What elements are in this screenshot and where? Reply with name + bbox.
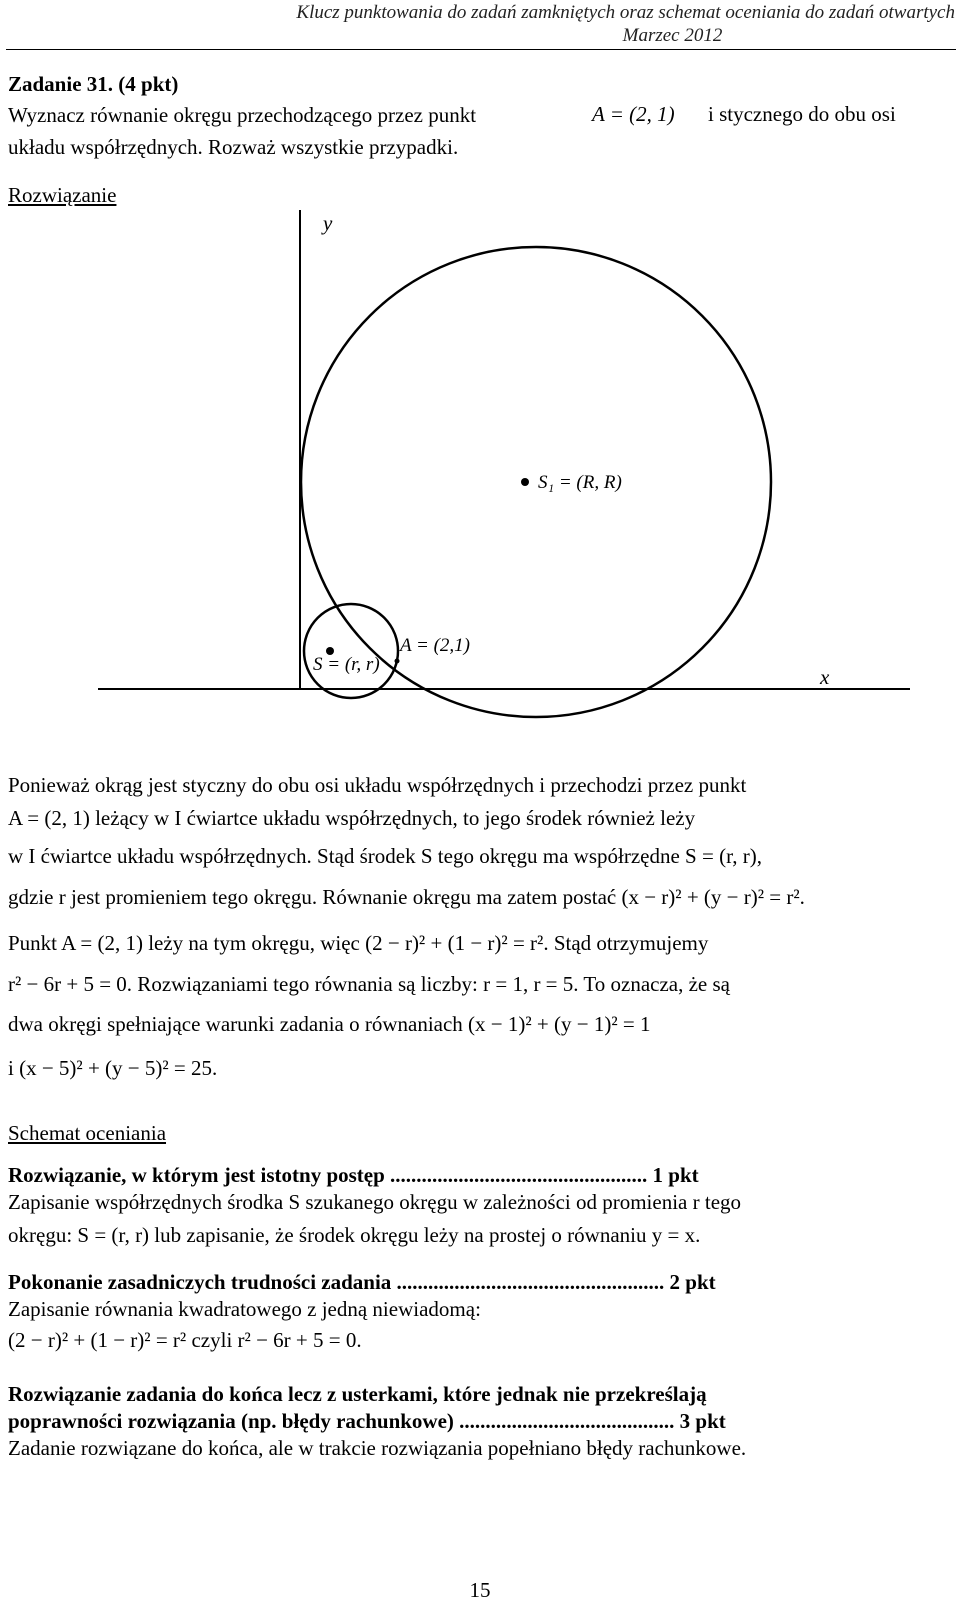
circles-figure (0, 200, 960, 720)
scheme-level2-line2: (2 − r)² + (1 − r)² = r² czyli r² − 6r + 5 = 0. (8, 1328, 362, 1352)
scheme-level1-line2: okręgu: S = (r, r) lub zapisanie, że środek okręgu leży na prostej o równaniu y = x. (8, 1223, 701, 1247)
task-point-A: A = (2, 1) (592, 102, 675, 126)
center-S1-dot (521, 478, 529, 486)
solution-p6: r² − 6r + 5 = 0. Rozwiązaniami tego równania są liczby: r = 1, r = 5. To oznacza, że są (8, 972, 730, 996)
solution-p5: Punkt A = (2, 1) leży na tym okręgu, więc (2 − r)² + (1 − r)² = r². Stąd otrzymujemy (8, 931, 709, 955)
label-A: A = (2,1) (400, 635, 470, 656)
scheme-heading: Schemat oceniania (8, 1121, 167, 1145)
task-line-1a: Wyznacz równanie okręgu przechodzącego przez punkt (8, 103, 477, 127)
header-title: Klucz punktowania do zadań zamkniętych oraz schemat oceniania do zadań otwartych (296, 2, 955, 23)
solution-p3: w I ćwiartce układu współrzędnych. Stąd środek S tego okręgu ma współrzędne S = (r, r), (8, 844, 762, 868)
task-line-2: układu współrzędnych. Rozważ wszystkie przypadki. (8, 135, 459, 159)
task-title: Zadanie 31. (4 pkt) (8, 72, 179, 96)
header-date: Marzec 2012 (622, 25, 723, 46)
scheme-level3-title-2: poprawności rozwiązania (np. błędy rachunkowe) ......................................... 3 pkt (8, 1409, 726, 1433)
scheme-level1-title: Rozwiązanie, w którym jest istotny postęp ................................................. 1 pkt (8, 1163, 699, 1187)
scheme-level3-title-1: Rozwiązanie zadania do końca lecz z usterkami, które jednak nie przekreślają (8, 1382, 707, 1406)
solution-p4: gdzie r jest promieniem tego okręgu. Równanie okręgu ma zatem postać (x − r)² + (y − r)² = r². (8, 885, 805, 909)
big-circle (301, 247, 771, 717)
scheme-level2-line1: Zapisanie równania kwadratowego z jedną niewiadomą: (8, 1297, 481, 1321)
small-circle (304, 604, 398, 698)
solution-p1: Ponieważ okrąg jest styczny do obu osi układu współrzędnych i przechodzi przez punkt (8, 773, 747, 797)
label-S1: S₁ = (R, R) (538, 472, 622, 493)
scheme-level3-line1: Zadanie rozwiązane do końca, ale w trakcie rozwiązania popełniano błędy rachunkowe. (8, 1436, 747, 1460)
header-divider (6, 49, 956, 50)
scheme-level1-line1: Zapisanie współrzędnych środka S szukanego okręgu w zależności od promienia r tego (8, 1190, 742, 1214)
solution-p2: A = (2, 1) leżący w I ćwiartce układu współrzędnych, to jego środek również leży (8, 806, 696, 830)
solution-heading: Rozwiązanie (8, 183, 117, 207)
solution-p7: dwa okręgi spełniające warunki zadania o równaniach (x − 1)² + (y − 1)² = 1 (8, 1012, 651, 1036)
label-S: S = (r, r) (313, 654, 380, 675)
axis-x-label: x (820, 665, 830, 689)
axis-y-label: y (323, 211, 333, 235)
task-line-1b: i stycznego do obu osi (708, 102, 896, 126)
solution-p8: i (x − 5)² + (y − 5)² = 25. (8, 1056, 218, 1080)
scheme-level2-title: Pokonanie zasadniczych trudności zadania ................................................... 2 pkt (8, 1270, 716, 1294)
point-A-dot (395, 659, 400, 664)
page-number: 15 (469, 1578, 491, 1602)
